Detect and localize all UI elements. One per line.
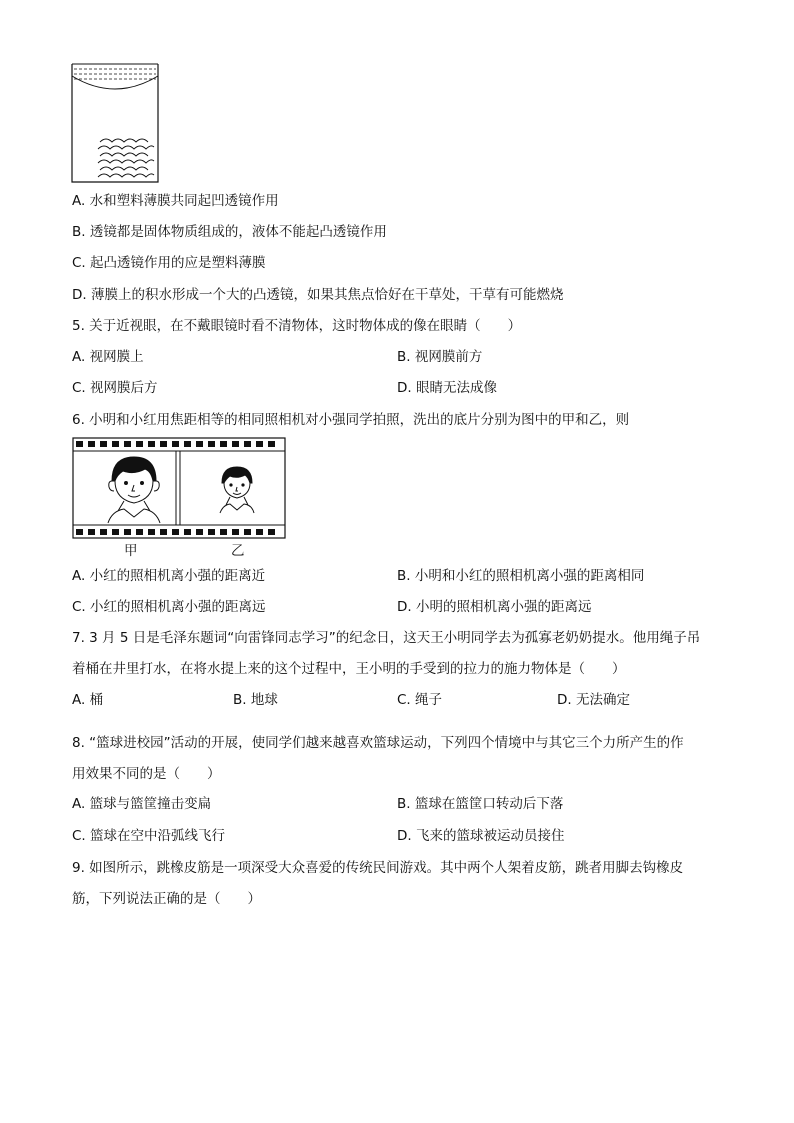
q5-option-d: D. 眼睛无法成像	[397, 380, 497, 396]
q5-option-b: B. 视网膜前方	[397, 349, 483, 365]
film-caption-yi: 乙	[231, 543, 245, 559]
q9-stem-line1: 9. 如图所示，跳橡皮筋是一项深受大众喜爱的传统民间游戏。其中两个人架着皮筋，跳者用脚去钩橡皮	[72, 860, 684, 876]
q7-option-d: D. 无法确定	[557, 692, 630, 708]
film-caption-jia: 甲	[124, 543, 138, 559]
q8-option-b: B. 篮球在篮筐口转动后下落	[397, 796, 564, 812]
q4-option-b: B. 透镜都是固体物质组成的，液体不能起凸透镜作用	[72, 224, 387, 240]
q9-stem-line2: 筋，下列说法正确的是（ ）	[72, 891, 261, 907]
q5-option-a: A. 视网膜上	[72, 349, 144, 365]
q7-option-a: A. 桶	[72, 692, 104, 708]
q7-option-c: C. 绳子	[397, 692, 443, 708]
q7-stem-line1: 7. 3 月 5 日是毛泽东题词“向雷锋同志学习”的纪念日，这天王小明同学去为孤寡老奶奶提水。他用绳子吊	[72, 630, 701, 646]
q8-stem-line1: 8. “篮球进校园”活动的开展，使同学们越来越喜欢篮球运动，下列四个情境中与其它三个力所产生的作	[72, 735, 684, 751]
q6-option-d: D. 小明的照相机离小强的距离远	[397, 599, 592, 615]
q8-option-d: D. 飞来的篮球被运动员接住	[397, 828, 565, 844]
q8-option-c: C. 篮球在空中沿弧线飞行	[72, 828, 226, 844]
q4-option-a: A. 水和塑料薄膜共同起凹透镜作用	[72, 193, 279, 209]
film-strip-figure	[72, 437, 286, 541]
q4-option-c: C. 起凸透镜作用的应是塑料薄膜	[72, 255, 266, 271]
q8-option-a: A. 篮球与篮筐撞击变扁	[72, 796, 212, 812]
q6-option-b: B. 小明和小红的照相机离小强的距离相同	[397, 568, 645, 584]
q7-option-b: B. 地球	[233, 692, 278, 708]
q4-option-d: D. 薄膜上的积水形成一个大的凸透镜，如果其焦点恰好在干草处，干草有可能燃烧	[72, 287, 564, 303]
water-film-figure	[70, 62, 162, 184]
q8-stem-line2: 用效果不同的是（ ）	[72, 766, 221, 782]
q6-stem: 6. 小明和小红用焦距相等的相同照相机对小强同学拍照，洗出的底片分别为图中的甲和乙，则	[72, 412, 630, 428]
q5-option-c: C. 视网膜后方	[72, 380, 158, 396]
q5-stem: 5. 关于近视眼，在不戴眼镜时看不清物体，这时物体成的像在眼睛（ ）	[72, 318, 522, 334]
q7-stem-line2: 着桶在井里打水，在将水提上来的这个过程中，王小明的手受到的拉力的施力物体是（ ）	[72, 661, 626, 677]
q6-option-c: C. 小红的照相机离小强的距离远	[72, 599, 266, 615]
q6-option-a: A. 小红的照相机离小强的距离近	[72, 568, 266, 584]
